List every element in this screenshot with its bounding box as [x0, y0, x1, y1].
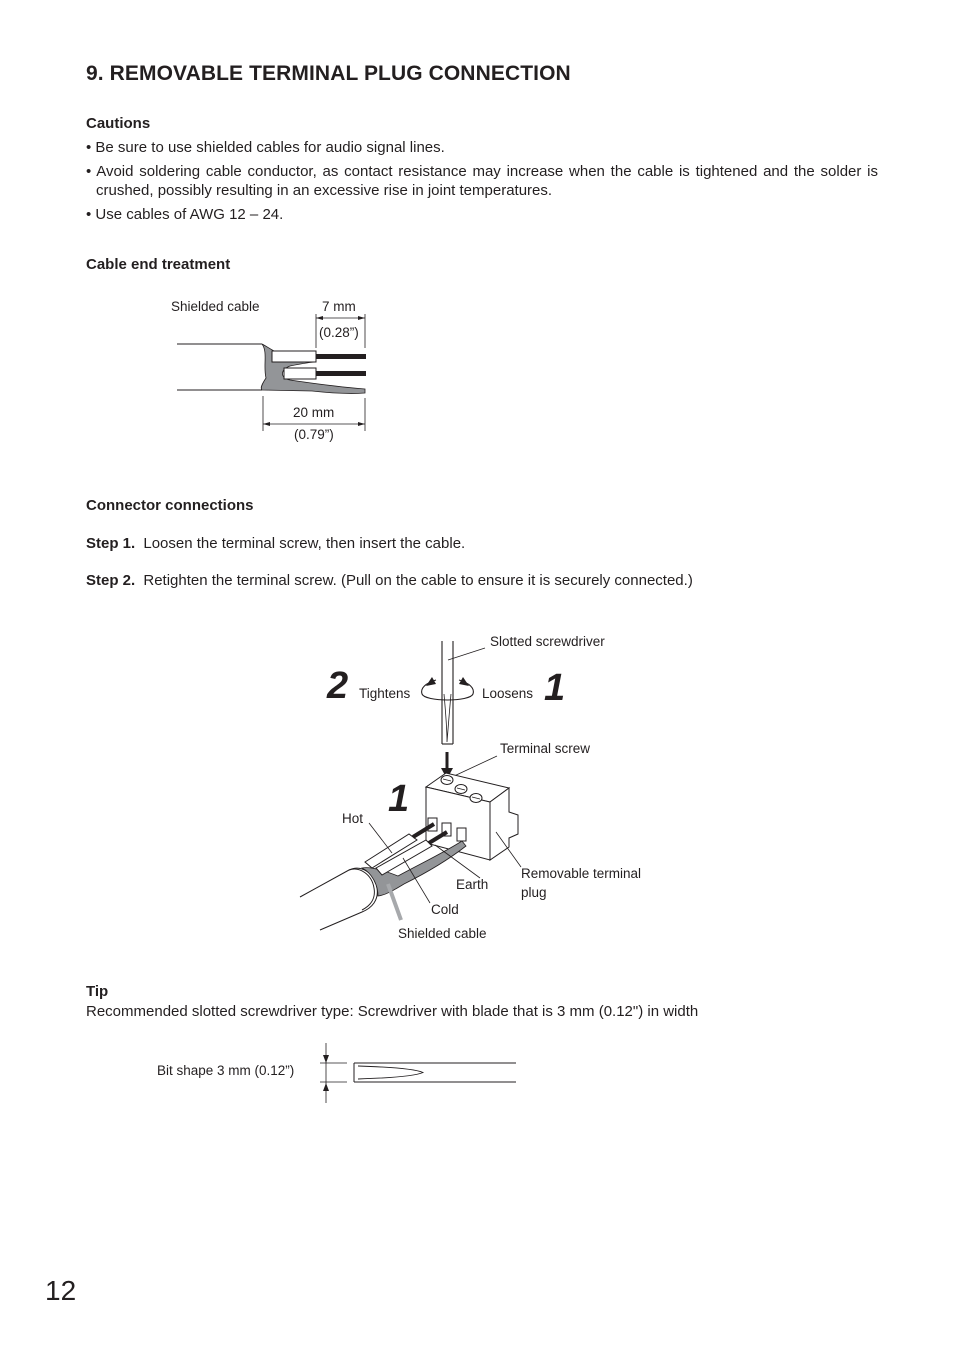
terminal-screw-label: Terminal screw — [500, 741, 591, 756]
plug-label-line1: Removable terminal — [521, 866, 642, 881]
strip-20mm-label: 20 mm — [293, 405, 335, 420]
caution-item: • Avoid soldering cable conductor, as contact resistance may increase when the cable is tightened and the solder is crushed, possibly resulting in an excessive rise in joint temperatures. — [86, 163, 878, 199]
connector-heading: Connector connections — [86, 497, 254, 514]
section-title: 9. REMOVABLE TERMINAL PLUG CONNECTION — [86, 62, 571, 85]
shielded-cable-label-2: Shielded cable — [398, 926, 487, 941]
screwdriver-label: Slotted screwdriver — [490, 634, 605, 649]
step-1-text: Loosen the terminal screw, then insert the cable. — [143, 535, 466, 552]
shielded-cable-label: Shielded cable — [171, 299, 260, 314]
tip-heading: Tip — [86, 983, 109, 1000]
strip-7mm-label: 7 mm — [322, 299, 356, 314]
step-tighten-number: 2 — [327, 665, 349, 707]
step-2-label: Step 2. — [86, 572, 136, 589]
caution-item: • Be sure to use shielded cables for audio signal lines. — [86, 139, 445, 156]
strip-20mm-inch-label: (0.79”) — [294, 427, 334, 442]
tightens-label: Tightens — [359, 686, 411, 701]
cable-end-heading: Cable end treatment — [86, 256, 231, 273]
step-2-text: Retighten the terminal screw. (Pull on the cable to ensure it is securely connected.) — [143, 572, 693, 589]
loosens-label: Loosens — [482, 686, 534, 701]
bit-shape-label: Bit shape 3 mm (0.12”) — [157, 1063, 295, 1078]
cold-label: Cold — [431, 902, 459, 917]
cautions-heading: Cautions — [86, 115, 151, 132]
step-1-label: Step 1. — [86, 535, 136, 552]
caution-item: • Use cables of AWG 12 – 24. — [86, 206, 284, 223]
plug-label-line2: plug — [521, 885, 547, 900]
earth-label: Earth — [456, 877, 489, 892]
step-insert-number: 1 — [388, 778, 410, 820]
hot-label: Hot — [342, 811, 364, 826]
page-number: 12 — [45, 1275, 77, 1306]
step-loosen-number: 1 — [544, 667, 566, 709]
tip-text: Recommended slotted screwdriver type: Screwdriver with blade that is 3 mm (0.12") in width — [86, 1003, 699, 1020]
strip-7mm-inch-label: (0.28”) — [319, 325, 359, 340]
